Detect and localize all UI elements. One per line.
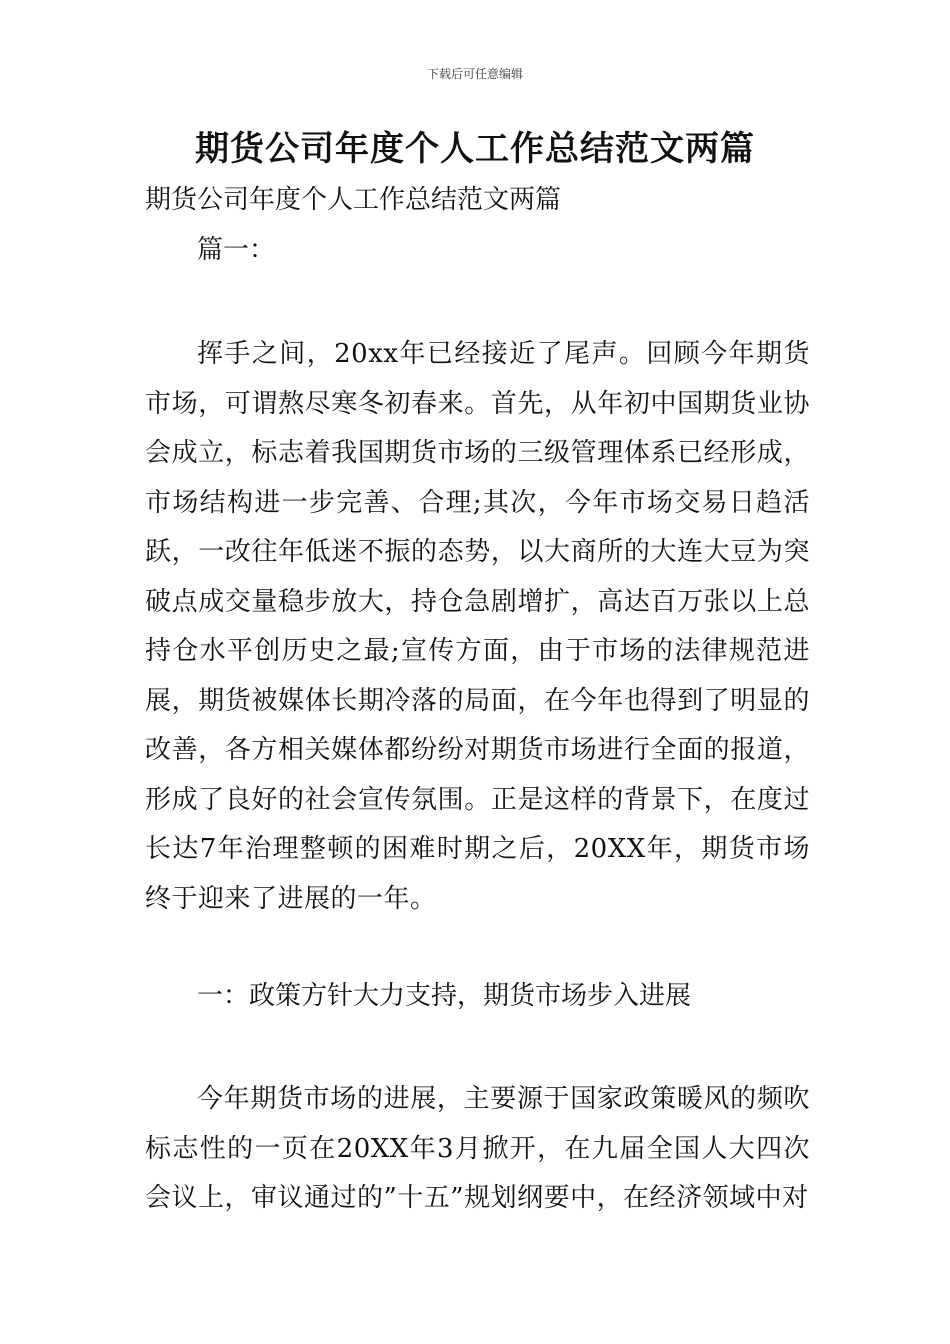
paragraph-1: 挥手之间，20xx年已经接近了尾声。回顾今年期货市场，可谓熬尽寒冬初春来。首先，从年初中国期货业协会成立，标志着我国期货市场的三级管理体系已经形成，市场结构进一步完善、合理;其次，今年市场交易日趋活跃，一改往年低迷不振的态势，以大商所的大连大豆为突破点成交量稳步放大，持仓急剧增扩，高达百万张以上总持仓水平创历史之最;宣传方面，由于市场的法律规范进展，期货被媒体长期冷落的局面，在今年也得到了明显的改善，各方相关媒体都纷纷对期货市场进行全面的报道，形成了良好的社会宣传氛围。正是这样的背景下，在度过长达7年治理整顿的困难时期之后，20XX年，期货市场终于迎来了进展的一年。 (145, 339, 810, 914)
paragraph-2: 今年期货市场的进展，主要源于国家政策暖风的频吹标志性的一页在20XX年3月掀开，在九届全国人大四次会议上，审议通过的”十五”规划纲要中，在经济领域中对 (145, 1084, 810, 1213)
section-heading-1: 一：政策方针大力支持，期货市场步入进展 (197, 981, 692, 1011)
section-label: 篇一： (197, 235, 276, 265)
document-title: 期货公司年度个人工作总结范文两篇 (195, 129, 755, 169)
page-header-note: 下载后可任意编辑 (426, 67, 523, 81)
document-subtitle: 期货公司年度个人工作总结范文两篇 (145, 185, 562, 215)
